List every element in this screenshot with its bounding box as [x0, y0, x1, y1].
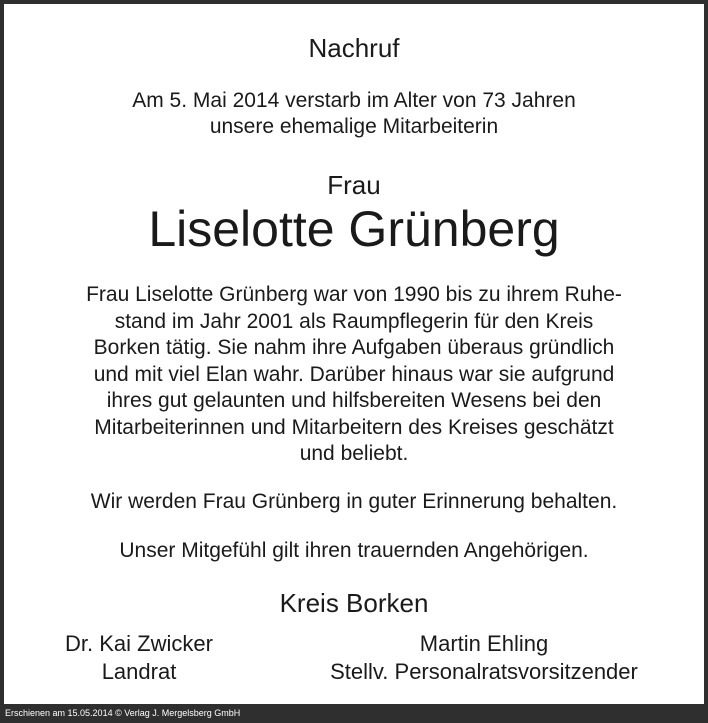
signatory-right [294, 630, 674, 686]
signatory-role: Stellv. Personalratsvorsitzender [330, 659, 638, 684]
body-line: Mitarbeiterinnen und Mitarbeitern des Kreises geschätzt [94, 415, 614, 439]
signatory-role: Landrat [101, 659, 177, 684]
publication-footer: Erschienen am 15.05.2014 © Verlag J. Mergelsberg GmbH [5, 708, 241, 718]
intro-line: unsere ehemalige Mitarbeiterin [209, 115, 499, 138]
body-line: ihres gut gelaunten und hilfsbereiten Wesens bei den [106, 389, 602, 412]
signatory-left [34, 630, 244, 686]
body-line: Frau Liselotte Grünberg war von 1990 bis zu ihrem Ruhe- [86, 283, 622, 306]
closing-condolence: Unser Mitgefühl gilt ihren trauernden Angehörigen. [119, 539, 589, 562]
body-line: und beliebt. [299, 442, 409, 465]
intro-text [4, 88, 704, 140]
signatory-name: Martin Ehling [419, 631, 549, 656]
salutation: Frau [327, 170, 381, 200]
body-line: stand im Jahr 2001 als Raumpflegerin für den Kreis [114, 309, 594, 333]
intro-line: Am 5. Mai 2014 verstarb im Alter von 73 Jahren [132, 89, 576, 112]
obituary-notice [4, 4, 704, 704]
body-line: Borken tätig. Sie nahm ihre Aufgaben überaus gründlich [93, 336, 615, 359]
body-text [4, 282, 704, 468]
deceased-name: Liselotte Grünberg [148, 201, 560, 257]
signatory-name: Dr. Kai Zwicker [65, 631, 213, 656]
body-line: und mit viel Elan wahr. Darüber hinaus war sie aufgrund [93, 362, 615, 386]
organization-name: Kreis Borken [279, 588, 429, 618]
closing-remembrance: Wir werden Frau Grünberg in guter Erinnerung behalten. [90, 490, 618, 513]
notice-heading: Nachruf [308, 33, 400, 63]
